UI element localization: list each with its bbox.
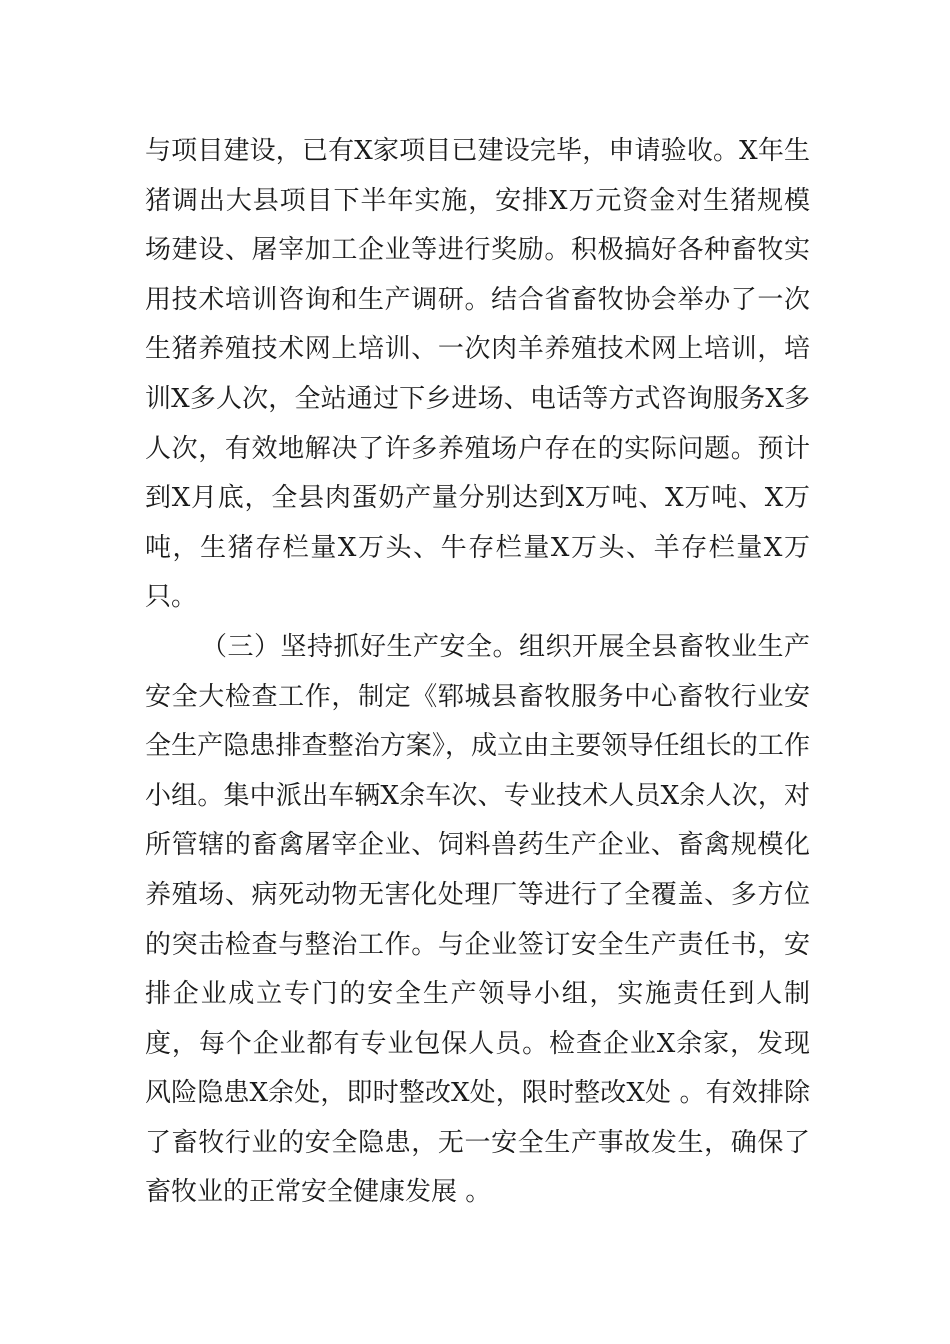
paragraph-production-safety: （三）坚持抓好生产安全。组织开展全县畜牧业生产安全大检查工作，制定《郓城县畜牧服务中心畜牧行业安全生产隐患排查整治方案》，成立由主要领导任组长的工作小组。集中派出车辆X余车次、专业技术人员X余人次，对所管辖的畜禽屠宰企业、饲料兽药生产企业、畜禽规模化养殖场、病死动物无害化处理厂等进行了全覆盖、多方位的突击检查与整治工作。与企业签订安全生产责任书，安排企业成立专门的安全生产领导小组，实施责任到人制度，每个企业都有专业包保人员。检查企业X余家，发现风险隐患X余处，即时整改X处，限时整改X处 。有效排除了畜牧行业的安全隐患，无一安全生产事故发生，确保了畜牧业的正常安全健康发展 。 xyxy=(145,631,810,1208)
paragraph-livestock-projects: 与项目建设，已有X家项目已建设完毕，申请验收。X年生猪调出大县项目下半年实施，安排X万元资金对生猪规模场建设、屠宰加工企业等进行奖励。积极搞好各种畜牧实用技术培训咨询和生产调研。结合省畜牧协会举办了一次生猪养殖技术网上培训、一次肉羊养殖技术网上培训，培训X多人次，全站通过下乡进场、电话等方式咨询服务X多人次，有效地解决了许多养殖场户存在的实际问题。预计到X月底，全县肉蛋奶产量分别达到X万吨、X万吨、X万吨，生猪存栏量X万头、牛存栏量X万头、羊存栏量X万只。 xyxy=(145,136,810,613)
document-body xyxy=(145,127,810,1218)
